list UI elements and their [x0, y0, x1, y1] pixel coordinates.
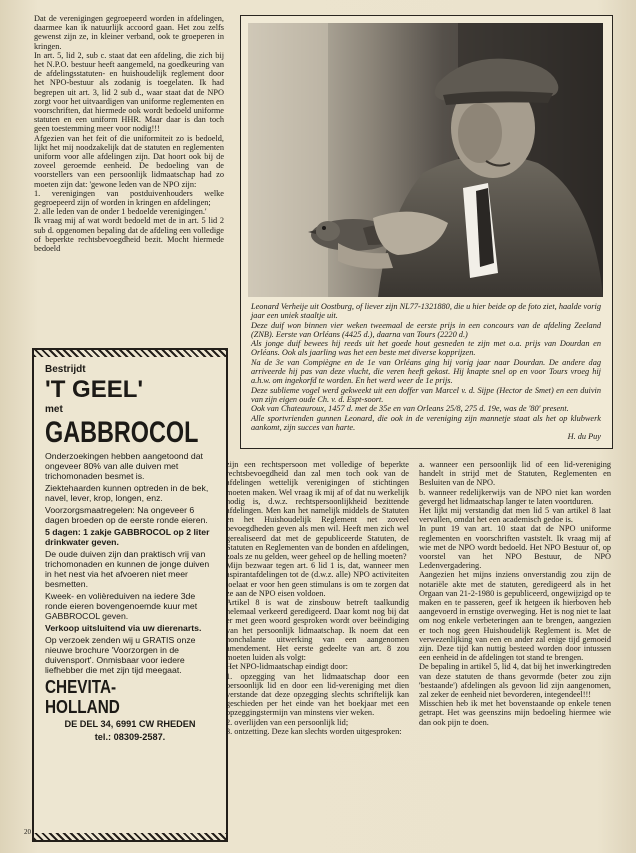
- caption-line: Na de 3e van Compiègne en de 1e van Orléans ging hij vorig jaar naar Dourdan. De andere dag arriveerde hij pas van deze vlucht, die veren heeft gekost. Hij knapte snel op en voor Tours vroeg hij a.h.w. om ingekorfd te worden. En het werd weer de 1e prijs.: [251, 357, 601, 386]
- ad-line: Voorzorgsmaatregelen: Na ongeveer 6 dagen broeden op de eerste ronde eieren.: [45, 505, 208, 525]
- paragraph: Dat de verenigingen gegroepeerd worden in afdelingen, daarmee kan ik natuurlijk accoord gaan. Het zou zelfs gewenst zijn ze, in kleiner verband, ook te groeperen in kringen.: [34, 14, 224, 51]
- caption-line: Deze duif won binnen vier weken tweemaal de eerste prijs in een concours van de afdeling Zeeland (ZNB). Eerste van Orléans (4425 d.), daarna van Tours (2220 d.): [251, 320, 601, 339]
- paragraph: 2. overlijden van een persoonlijk lid;: [226, 717, 349, 727]
- article-column-middle: [226, 460, 409, 836]
- gabbrocol-advertisement: [32, 348, 228, 842]
- ad-line: De oude duiven zijn dan praktisch vrij van trichomonaden en kunnen de jonge duiven in het nest via het afvoeren niet meer besmetten.: [45, 549, 210, 589]
- paragraph: Het NPO-lidmaatschap eindigt door:: [226, 662, 348, 672]
- paragraph: 2. alle leden van de onder 1 bedoelde verenigingen.': [34, 207, 207, 217]
- paragraph: Artikel 8 is wat de zinsbouw betreft taalkundig helemaal verkeerd geredigeerd. Daar komt nog bij dat er met geen woord gesproken wordt over beëindiging van het persoonlijk lidmaatschap. Ik noem dat een nonchalante uitwerking van een aangenomen amendement. Het eerste gedeelte van art. 8 zou moeten luiden als volgt:: [226, 598, 409, 663]
- ad-line: 5 dagen: 1 zakje GABBROCOL op 2 liter drinkwater geven.: [45, 527, 210, 547]
- article-column-top-left: [34, 14, 224, 336]
- ad-product-name: GABBROCOL: [45, 416, 199, 449]
- caption-signature: H. du Puy: [567, 432, 601, 442]
- zigzag-border-bottom: [34, 833, 226, 840]
- paragraph: De bepaling in artikel 5, lid 4, dat bij het inwerkingtreden van deze statuten de thans gevormde (beter zou zijn 'bestaande') afdelingen als gevoon lid zijn aangenomen, zal zeker de eenheid niet bevorderen, integendeel!!!: [419, 662, 611, 700]
- ad-line: Op verzoek zenden wij u GRATIS onze nieuwe brochure 'Voorzorgen in de duivensport'. Onmisbaar voor iedere liefhebber die met zijn tijd meegaat.: [45, 635, 196, 675]
- ad-telephone: tel.: 08309-2587.: [94, 732, 166, 742]
- caption-line: Alle sportvrienden gunnen Leonard, die ook in de vereniging zijn mannetje staat als het op klubwerk aankomt, zijn succes van harte.: [251, 413, 601, 432]
- page-number: 20: [24, 828, 31, 836]
- paragraph: 1. verenigingen van postduivenhouders welke gegroepeerd zijn of worden in kringen en afdelingen;: [34, 188, 224, 208]
- paragraph: Misschien heb ik met het bovenstaande op enkele tenen getrapt. Het was geenszins mijn bedoeling hiermee wie dan ook pijn te doen.: [419, 699, 611, 727]
- paragraph: Afgezien van het feit of die uniformiteit zo is bedoeld, lijkt het mij noodzakelijk dat de statuten en reglementen uniform voor alle afdelingen zijn. Dat hoort ook bij de zoveel geroemde eenheid. De bedoeling van de voorstellers van een persoonlijk lidmaatschap had zo moeten zijn dat: 'gewone leden van de NPO zijn:: [34, 133, 224, 189]
- ad-company: CHEVITA-HOLLAND: [45, 677, 120, 717]
- photo-feature: [240, 15, 613, 449]
- ad-line: Ziektehaarden kunnen optreden in de bek, navel, lever, krop, longen, enz.: [45, 483, 209, 503]
- ad-bestrijdt: Bestrijdt: [45, 364, 86, 375]
- pigeon-fancier-photo: [248, 23, 603, 297]
- caption-line: Deze sublieme vogel werd gekweekt uit een doffer van Marcel v. d. Sijpe (Hector de Smet) en een duivin van zijn eigen oude Ch. v. d. Espt-soort.: [251, 385, 601, 404]
- zigzag-border-top: [34, 350, 226, 357]
- paragraph: 1. opzegging van het lidmaatschap door een persoonlijk lid en door een lid-vereniging met dien verstande dat deze opzegging slechts schriftelijk kan geschieden per het einde van het boekjaar met een opzeggingstermijn van minstens vier weken.: [226, 671, 409, 718]
- paragraph: Mijn bezwaar tegen art. 6 lid 1 is, dat, wanneer men aspirantafdelingen tot de (d.w.z. alle) NPO activiteiten toelaat er voor hen geen stimulans is om te zorgen dat ze aan de NPO eisen voldoen.: [226, 561, 409, 598]
- ad-line: Kweek- en volièreduiven na iedere 3de ronde eieren bovengenoemde kuur met GABBROCOL geven.: [45, 591, 198, 621]
- ad-address: DE DEL 34, 6991 CW RHEDEN: [64, 719, 196, 729]
- paragraph: 3. ontzetting. Deze kan slechts worden uitgesproken:: [226, 726, 402, 736]
- article-column-right: [419, 460, 611, 836]
- ad-content: [45, 365, 215, 745]
- caption-line: Leonard Verheije uit Oostburg, of liever zijn NL77-1321880, die u hier beide op de foto ziet, haalde vorig jaar een uniek staaltje uit.: [251, 302, 601, 321]
- ad-line: Onderzoekingen hebben aangetoond dat ongeveer 80% van alle duiven met trichomonaden besmet is.: [45, 451, 203, 481]
- paragraph: Aangezien het mijns inziens onverstandig zou zijn de notariële akte met de statuten, geredigeerd als in het Orgaan van 21-2-1980 is gepubliceerd, ongewijzigd op te maken en te passeren, geef ik hetgeen ik hierboven heb aangevoerd in ernstige overweging. Het is nog niet te laat om nog enkele verbeteringen aan te brengen, aangezien er toch nog geen Huishoudelijk Reglement is. Met de verwezenlijking van een en ander zal enige tijd gemoeid zijn. Deze tijd kan nuttig besteed worden door intussen een eenheid in de afdelingen tot stand te brengen.: [419, 570, 611, 663]
- paragraph: b. wanneer redelijkerwijs van de NPO niet kan worden gevergd het lidmaatschap langer te laten voortduren.: [419, 487, 611, 506]
- caption-line: Als jonge duif bewees hij reeds uit het goede hout gesneden te zijn met o.a. prijs van Dourdan en Orléans. Ook als jaarling was het een beste met diverse kopprijzen.: [251, 339, 601, 358]
- paragraph: In punt 19 van art. 10 staat dat de NPO uniforme reglementen en voorschriften vaststelt. Ik vraag mij af wie met de NPO wordt bedoeld. Het NPO Bestuur of, op voorstel van het NPO Bestuur, de NPO Ledenvergadering.: [419, 524, 611, 571]
- caption-line: Ook van Chateauroux, 1457 d. met de 35e en van Orleans 25/8, 275 d. 19e, was de '80' present.: [251, 404, 569, 414]
- paragraph: Het lijkt mij verstandig dat men lid 5 van artikel 8 laat vervallen, omdat het een academisch gedoe is.: [419, 506, 611, 525]
- paragraph: Ik vraag mij af wat wordt bedoeld met de in art. 5 lid 2 sub d. opgenomen bepaling dat de afdeling een volledige of beperkte rechtsbevoegdheid bezit. Mocht hiermede bedoeld: [34, 216, 224, 254]
- photo-caption: [251, 302, 601, 441]
- paragraph: zijn een rechtspersoon met volledige of beperkte rechtsbevoegdheid dan zal men toch ook van de afdelingen wettelijk verenigingen of stichtingen moeten maken. Wel vraag ik mij af of dat nu werkelijk nodig is, d.w.z. rechtspersoonlijkheid bezittende afdelingen. Men kan het namelijk middels de Statuten en het Huishoudelijk Reglement net zoveel bevoegdheden geven als men wil. Heeft men zich wel gerealiseerd dat met de gepubliceerde Statuten, de Statuten en Reglementen van de bonden en afdelingen, zoals ze nu gelden, weer geheel op de helling moeten?: [226, 460, 409, 562]
- ad-brand: 'T GEEL': [45, 376, 144, 403]
- paragraph: In art. 5, lid 2, sub c. staat dat een afdeling, die zich bij het N.P.O. bestuur heeft aangemeld, na goedkeuring van de afdelingsstatuten- en huishoudelijk reglement door het NPO-bestuur als zodanig is toegelaten. Ik had begrepen uit art. 3, lid 2 sub d., waar staat dat de NPO zorgt voor het uitvaardigen van uniforme reglementen en voorschriften, dat hiermede ook wordt bedoeld uniforme statuten en een uniform HHR. Maar daar is dan toch geen toestemming meer voor nodig!!!: [34, 50, 224, 134]
- paragraph: a. wanneer een persoonlijk lid of een lid-vereniging handelt in strijd met de Statuten, Reglementen en Besluiten van de NPO.: [419, 460, 611, 488]
- ad-line: Verkoop uitsluitend via uw dierenarts.: [45, 623, 202, 633]
- ad-met: met: [45, 404, 63, 415]
